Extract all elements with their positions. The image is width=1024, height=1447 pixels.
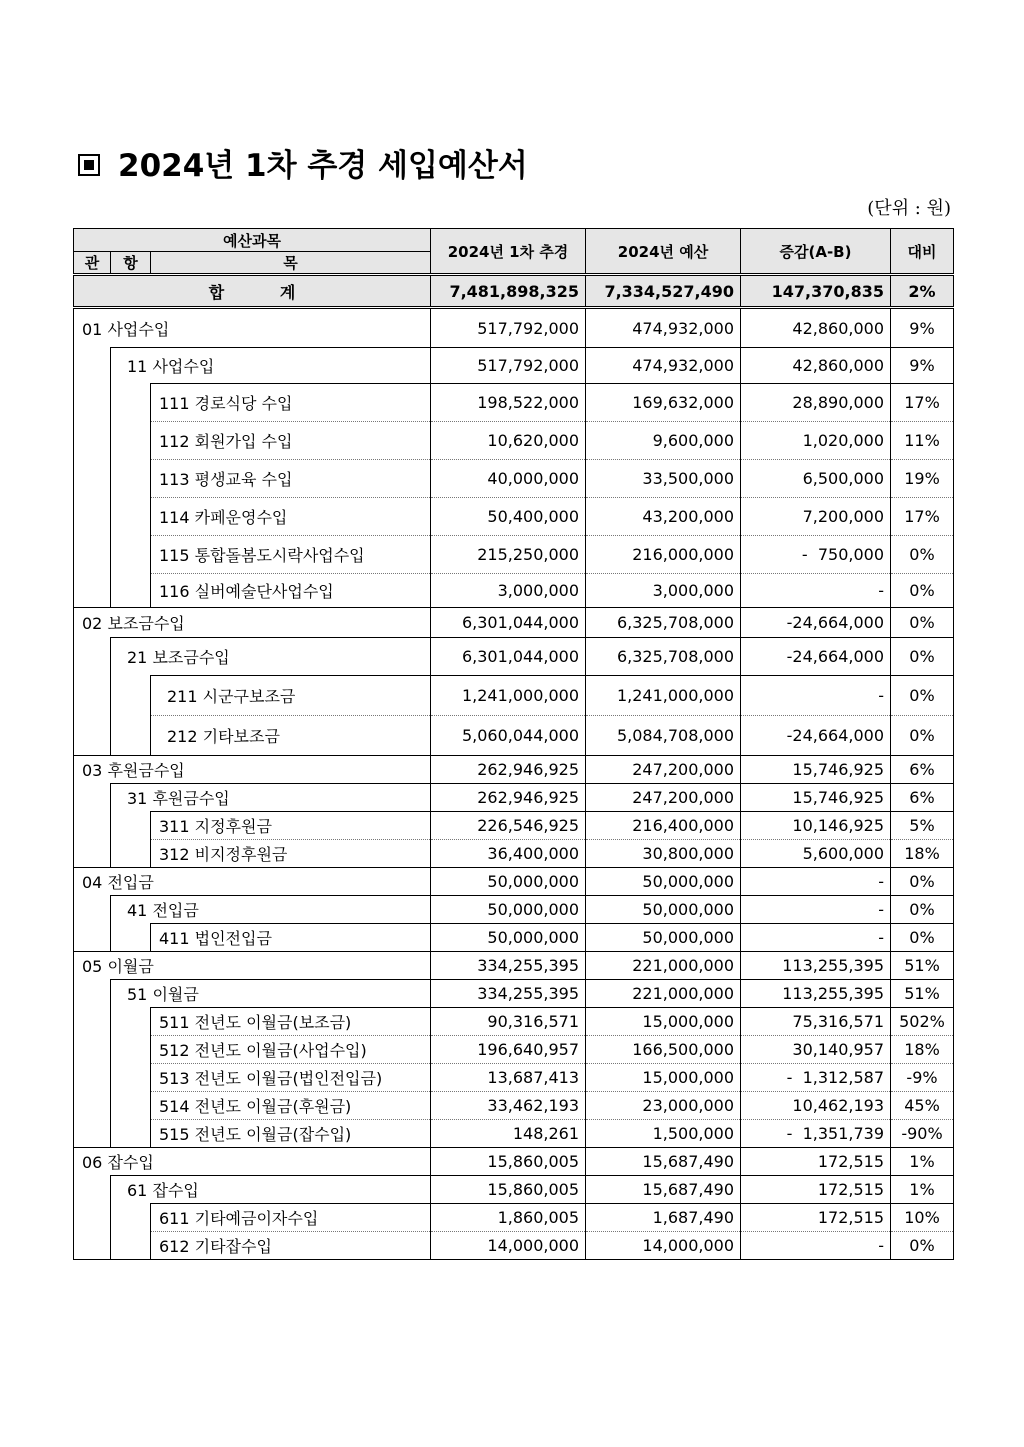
- row-label: 31 후원금수입: [111, 784, 431, 812]
- row-value-b: 50,000,000: [586, 924, 741, 952]
- row-value-b: 5,084,708,000: [586, 716, 741, 756]
- row-ratio: 0%: [891, 924, 954, 952]
- indent-cell: [74, 812, 111, 840]
- row-value-b: 15,000,000: [586, 1008, 741, 1036]
- indent-cell: [111, 1120, 151, 1148]
- row-value-diff: 42,860,000: [741, 348, 891, 384]
- table-row: [74, 1036, 954, 1064]
- row-value-b: 9,600,000: [586, 422, 741, 460]
- header-gwan: 관: [74, 252, 111, 275]
- row-ratio: 9%: [891, 348, 954, 384]
- row-value-a: 15,860,005: [431, 1176, 586, 1204]
- row-value-b: 15,000,000: [586, 1064, 741, 1092]
- row-value-a: 196,640,957: [431, 1036, 586, 1064]
- row-value-a: 36,400,000: [431, 840, 586, 868]
- row-value-b: 1,687,490: [586, 1204, 741, 1232]
- row-label: 513 전년도 이월금(법인전입금): [151, 1064, 431, 1092]
- table-row: [74, 676, 954, 716]
- row-value-diff: 42,860,000: [741, 308, 891, 348]
- table-row: [74, 840, 954, 868]
- row-value-a: 1,241,000,000: [431, 676, 586, 716]
- table-row: [74, 498, 954, 536]
- table-row: [74, 868, 954, 896]
- row-ratio: 1%: [891, 1176, 954, 1204]
- row-value-diff: -24,664,000: [741, 716, 891, 756]
- row-ratio: 17%: [891, 384, 954, 422]
- indent-cell: [74, 840, 111, 868]
- row-ratio: 51%: [891, 980, 954, 1008]
- row-value-a: 1,860,005: [431, 1204, 586, 1232]
- row-ratio: 0%: [891, 868, 954, 896]
- budget-table: [73, 228, 954, 1260]
- row-label: 61 잡수입: [111, 1176, 431, 1204]
- indent-cell: [74, 574, 111, 608]
- row-value-diff: -24,664,000: [741, 638, 891, 676]
- row-value-a: 262,946,925: [431, 784, 586, 812]
- table-row: [74, 1148, 954, 1176]
- row-value-b: 50,000,000: [586, 868, 741, 896]
- row-ratio: 18%: [891, 1036, 954, 1064]
- row-ratio: 51%: [891, 952, 954, 980]
- row-value-diff: -: [741, 924, 891, 952]
- total-diff: 147,370,835: [741, 275, 891, 308]
- row-label: 21 보조금수입: [111, 638, 431, 676]
- header-mok: 목: [151, 252, 431, 275]
- row-label: 515 전년도 이월금(잡수입): [151, 1120, 431, 1148]
- row-value-diff: 172,515: [741, 1176, 891, 1204]
- table-row: [74, 574, 954, 608]
- indent-cell: [74, 1120, 111, 1148]
- row-label: 113 평생교육 수입: [151, 460, 431, 498]
- row-value-b: 15,687,490: [586, 1176, 741, 1204]
- row-label: 612 기타잡수입: [151, 1232, 431, 1260]
- row-value-diff: 28,890,000: [741, 384, 891, 422]
- indent-cell: [111, 1204, 151, 1232]
- indent-cell: [111, 1092, 151, 1120]
- table-row: [74, 1064, 954, 1092]
- table-row: [74, 384, 954, 422]
- row-label: 112 회원가입 수입: [151, 422, 431, 460]
- row-value-b: 33,500,000: [586, 460, 741, 498]
- row-value-b: 1,500,000: [586, 1120, 741, 1148]
- row-value-b: 1,241,000,000: [586, 676, 741, 716]
- row-value-a: 517,792,000: [431, 348, 586, 384]
- row-label: 512 전년도 이월금(사업수입): [151, 1036, 431, 1064]
- row-value-b: 216,000,000: [586, 536, 741, 574]
- row-value-b: 221,000,000: [586, 980, 741, 1008]
- row-label: 114 카페운영수입: [151, 498, 431, 536]
- indent-cell: [111, 422, 151, 460]
- row-value-diff: 113,255,395: [741, 952, 891, 980]
- row-value-b: 15,687,490: [586, 1148, 741, 1176]
- row-ratio: 502%: [891, 1008, 954, 1036]
- row-value-a: 13,687,413: [431, 1064, 586, 1092]
- table-row: [74, 308, 954, 348]
- row-ratio: 1%: [891, 1148, 954, 1176]
- row-value-a: 50,000,000: [431, 868, 586, 896]
- indent-cell: [111, 384, 151, 422]
- indent-cell: [74, 348, 111, 384]
- indent-cell: [74, 1232, 111, 1260]
- table-row: [74, 784, 954, 812]
- header-hang: 항: [111, 252, 151, 275]
- row-value-a: 40,000,000: [431, 460, 586, 498]
- row-ratio: 18%: [891, 840, 954, 868]
- row-value-b: 221,000,000: [586, 952, 741, 980]
- row-label: 211 시군구보조금: [151, 676, 431, 716]
- row-value-a: 517,792,000: [431, 308, 586, 348]
- row-label: 05 이월금: [74, 952, 431, 980]
- row-value-a: 215,250,000: [431, 536, 586, 574]
- row-value-b: 247,200,000: [586, 784, 741, 812]
- row-label: 111 경로식당 수입: [151, 384, 431, 422]
- row-value-a: 226,546,925: [431, 812, 586, 840]
- row-value-a: 148,261: [431, 1120, 586, 1148]
- table-row: [74, 422, 954, 460]
- header-subject: 예산과목: [74, 229, 431, 252]
- row-label: 04 전입금: [74, 868, 431, 896]
- indent-cell: [74, 1064, 111, 1092]
- row-value-diff: 7,200,000: [741, 498, 891, 536]
- row-value-diff: 75,316,571: [741, 1008, 891, 1036]
- total-row: [74, 275, 954, 308]
- row-label: 03 후원금수입: [74, 756, 431, 784]
- row-label: 212 기타보조금: [151, 716, 431, 756]
- row-value-diff: 15,746,925: [741, 784, 891, 812]
- row-label: 514 전년도 이월금(후원금): [151, 1092, 431, 1120]
- indent-cell: [111, 676, 151, 716]
- row-value-b: 474,932,000: [586, 348, 741, 384]
- row-value-diff: -: [741, 1232, 891, 1260]
- indent-cell: [74, 1036, 111, 1064]
- table-row: [74, 608, 954, 638]
- indent-cell: [74, 716, 111, 756]
- indent-cell: [74, 1176, 111, 1204]
- row-value-a: 334,255,395: [431, 980, 586, 1008]
- table-row: [74, 952, 954, 980]
- row-label: 51 이월금: [111, 980, 431, 1008]
- table-row: [74, 1120, 954, 1148]
- indent-cell: [74, 784, 111, 812]
- row-value-diff: 172,515: [741, 1204, 891, 1232]
- indent-cell: [74, 896, 111, 924]
- header-col-b: 2024년 예산: [586, 229, 741, 275]
- row-ratio: 9%: [891, 308, 954, 348]
- indent-cell: [111, 460, 151, 498]
- row-value-a: 6,301,044,000: [431, 638, 586, 676]
- row-label: 11 사업수입: [111, 348, 431, 384]
- indent-cell: [74, 980, 111, 1008]
- table-row: [74, 980, 954, 1008]
- row-label: 41 전입금: [111, 896, 431, 924]
- indent-cell: [111, 1008, 151, 1036]
- row-ratio: 19%: [891, 460, 954, 498]
- row-ratio: 0%: [891, 716, 954, 756]
- row-ratio: 17%: [891, 498, 954, 536]
- table-row: [74, 1232, 954, 1260]
- row-ratio: 0%: [891, 536, 954, 574]
- row-label: 611 기타예금이자수입: [151, 1204, 431, 1232]
- indent-cell: [111, 574, 151, 608]
- row-value-b: 23,000,000: [586, 1092, 741, 1120]
- row-value-a: 6,301,044,000: [431, 608, 586, 638]
- row-value-a: 14,000,000: [431, 1232, 586, 1260]
- row-ratio: -90%: [891, 1120, 954, 1148]
- indent-cell: [74, 1204, 111, 1232]
- row-value-diff: -: [741, 896, 891, 924]
- indent-cell: [111, 536, 151, 574]
- table-row: [74, 536, 954, 574]
- page-title-text: 2024년 1차 추경 세입예산서: [118, 148, 528, 184]
- row-value-a: 334,255,395: [431, 952, 586, 980]
- indent-cell: [111, 1064, 151, 1092]
- row-ratio: 0%: [891, 574, 954, 608]
- row-value-b: 50,000,000: [586, 896, 741, 924]
- total-ratio: 2%: [891, 275, 954, 308]
- row-value-a: 33,462,193: [431, 1092, 586, 1120]
- row-value-b: 216,400,000: [586, 812, 741, 840]
- row-value-diff: - 1,312,587: [741, 1064, 891, 1092]
- square-bullet-icon: [78, 154, 100, 176]
- row-value-b: 30,800,000: [586, 840, 741, 868]
- indent-cell: [74, 676, 111, 716]
- row-value-diff: -: [741, 676, 891, 716]
- row-value-b: 14,000,000: [586, 1232, 741, 1260]
- indent-cell: [111, 924, 151, 952]
- row-ratio: 0%: [891, 676, 954, 716]
- row-value-diff: 172,515: [741, 1148, 891, 1176]
- row-value-a: 50,400,000: [431, 498, 586, 536]
- row-ratio: 6%: [891, 756, 954, 784]
- row-label: 411 법인전입금: [151, 924, 431, 952]
- table-row: [74, 812, 954, 840]
- row-ratio: 5%: [891, 812, 954, 840]
- row-ratio: 0%: [891, 896, 954, 924]
- row-ratio: 0%: [891, 638, 954, 676]
- row-value-diff: 1,020,000: [741, 422, 891, 460]
- total-label: 합 계: [74, 275, 431, 308]
- table-row: [74, 896, 954, 924]
- row-value-diff: -: [741, 574, 891, 608]
- row-ratio: 6%: [891, 784, 954, 812]
- row-value-diff: 15,746,925: [741, 756, 891, 784]
- row-value-diff: -24,664,000: [741, 608, 891, 638]
- indent-cell: [74, 384, 111, 422]
- row-label: 115 통합돌봄도시락사업수입: [151, 536, 431, 574]
- row-value-b: 247,200,000: [586, 756, 741, 784]
- unit-note: (단위 : 원): [867, 198, 951, 219]
- table-row: [74, 348, 954, 384]
- row-value-b: 3,000,000: [586, 574, 741, 608]
- indent-cell: [111, 498, 151, 536]
- row-ratio: 45%: [891, 1092, 954, 1120]
- table-row: [74, 1204, 954, 1232]
- indent-cell: [74, 638, 111, 676]
- indent-cell: [74, 1008, 111, 1036]
- row-ratio: 10%: [891, 1204, 954, 1232]
- header-col-ratio: 대비: [891, 229, 954, 275]
- table-row: [74, 638, 954, 676]
- header-col-diff: 증감(A-B): [741, 229, 891, 275]
- row-value-a: 50,000,000: [431, 924, 586, 952]
- row-value-diff: - 750,000: [741, 536, 891, 574]
- indent-cell: [74, 1092, 111, 1120]
- table-row: [74, 1092, 954, 1120]
- indent-cell: [74, 498, 111, 536]
- row-label: 01 사업수입: [74, 308, 431, 348]
- page-title: [78, 140, 528, 185]
- row-value-a: 90,316,571: [431, 1008, 586, 1036]
- row-value-a: 5,060,044,000: [431, 716, 586, 756]
- row-value-a: 15,860,005: [431, 1148, 586, 1176]
- row-value-a: 50,000,000: [431, 896, 586, 924]
- row-label: 02 보조금수입: [74, 608, 431, 638]
- row-value-diff: 10,462,193: [741, 1092, 891, 1120]
- row-value-diff: - 1,351,739: [741, 1120, 891, 1148]
- row-value-diff: 5,600,000: [741, 840, 891, 868]
- row-value-b: 43,200,000: [586, 498, 741, 536]
- row-ratio: -9%: [891, 1064, 954, 1092]
- indent-cell: [111, 840, 151, 868]
- indent-cell: [111, 1232, 151, 1260]
- table-row: [74, 460, 954, 498]
- table-row: [74, 716, 954, 756]
- table-row: [74, 924, 954, 952]
- row-value-b: 6,325,708,000: [586, 608, 741, 638]
- indent-cell: [74, 536, 111, 574]
- indent-cell: [111, 716, 151, 756]
- row-label: 311 지정후원금: [151, 812, 431, 840]
- row-value-diff: 6,500,000: [741, 460, 891, 498]
- row-label: 511 전년도 이월금(보조금): [151, 1008, 431, 1036]
- indent-cell: [74, 422, 111, 460]
- table-row: [74, 1008, 954, 1036]
- total-a: 7,481,898,325: [431, 275, 586, 308]
- row-label: 312 비지정후원금: [151, 840, 431, 868]
- indent-cell: [74, 460, 111, 498]
- row-value-a: 262,946,925: [431, 756, 586, 784]
- table-row: [74, 756, 954, 784]
- row-value-diff: 113,255,395: [741, 980, 891, 1008]
- indent-cell: [111, 812, 151, 840]
- row-label: 116 실버예술단사업수입: [151, 574, 431, 608]
- row-label: 06 잡수입: [74, 1148, 431, 1176]
- row-value-b: 6,325,708,000: [586, 638, 741, 676]
- table-row: [74, 1176, 954, 1204]
- row-value-a: 3,000,000: [431, 574, 586, 608]
- row-value-b: 166,500,000: [586, 1036, 741, 1064]
- row-value-diff: -: [741, 868, 891, 896]
- row-value-diff: 10,146,925: [741, 812, 891, 840]
- row-value-a: 198,522,000: [431, 384, 586, 422]
- row-ratio: 11%: [891, 422, 954, 460]
- row-value-b: 169,632,000: [586, 384, 741, 422]
- total-b: 7,334,527,490: [586, 275, 741, 308]
- row-value-b: 474,932,000: [586, 308, 741, 348]
- row-ratio: 0%: [891, 1232, 954, 1260]
- row-ratio: 0%: [891, 608, 954, 638]
- row-value-a: 10,620,000: [431, 422, 586, 460]
- header-col-a: 2024년 1차 추경: [431, 229, 586, 275]
- row-value-diff: 30,140,957: [741, 1036, 891, 1064]
- indent-cell: [111, 1036, 151, 1064]
- indent-cell: [74, 924, 111, 952]
